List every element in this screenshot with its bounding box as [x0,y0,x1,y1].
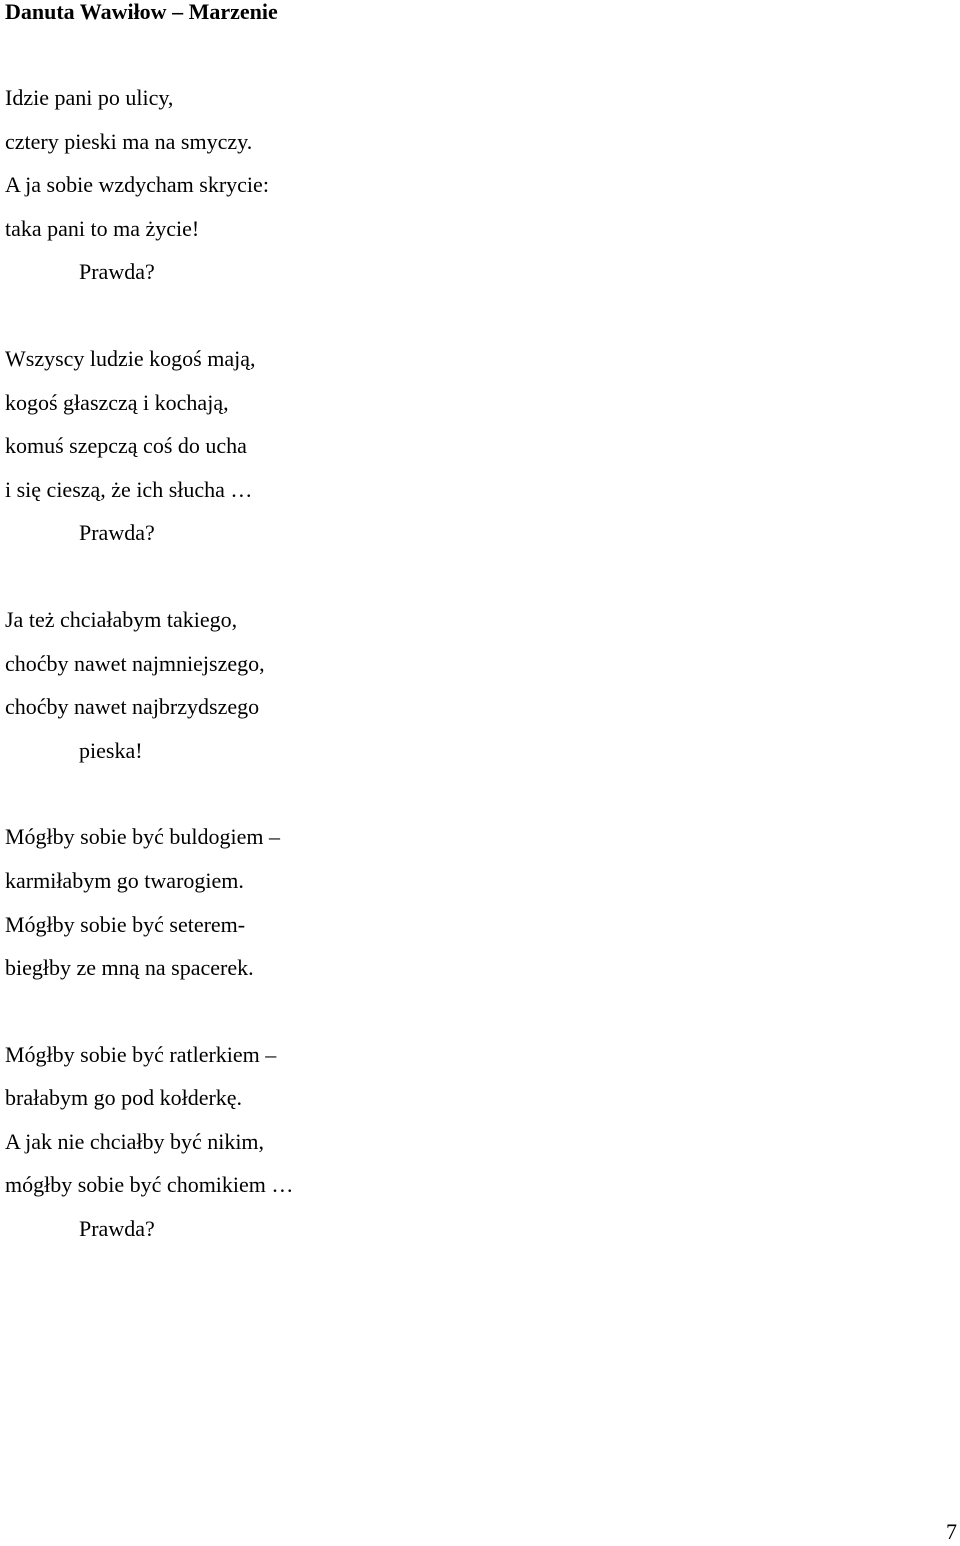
poem-line: komuś szepczą coś do ucha [5,433,247,459]
poem-line: mógłby sobie być chomikiem … [5,1172,294,1198]
poem-refrain: Prawda? [79,520,155,546]
poem-line: Wszyscy ludzie kogoś mają, [5,345,256,371]
poem-line: taka pani to ma życie! [5,215,200,241]
poem-refrain: Prawda? [79,259,155,285]
poem-line: cztery pieski ma na smyczy. [5,128,253,154]
poem [5,76,905,1294]
stanza-3 [5,598,905,772]
poem-line: Ja też chciałabym takiego, [5,606,238,632]
poem-line: Mógłby sobie być ratlerkiem – [5,1041,277,1067]
page-title: Danuta Wawiłow – Marzenie [5,0,278,24]
poem-line: kogoś głaszczą i kochają, [5,389,229,415]
stanza-2 [5,337,905,555]
poem-line: A ja sobie wzdycham skrycie: [5,172,269,198]
poem-line: Mógłby sobie być buldogiem – [5,824,280,850]
poem-line: brałabym go pod kołderkę. [5,1085,243,1111]
stanza-5 [5,1033,905,1251]
poem-line: Mógłby sobie być seterem- [5,911,246,937]
poem-line: biegłby ze mną na spacerek. [5,955,254,981]
poem-line: i się cieszą, że ich słucha … [5,476,253,502]
poem-line: A jak nie chciałby być nikim, [5,1128,265,1154]
poem-refrain: pieska! [79,737,143,763]
page-number: 7 [946,1519,957,1544]
stanza-4 [5,815,905,989]
poem-line: karmiłabym go twarogiem. [5,867,244,893]
poem-line: Idzie pani po ulicy, [5,85,174,110]
poem-refrain: Prawda? [79,1216,155,1242]
poem-line: choćby nawet najbrzydszego [5,694,260,720]
stanza-1 [5,76,905,294]
poem-line: choćby nawet najmniejszego, [5,650,265,676]
